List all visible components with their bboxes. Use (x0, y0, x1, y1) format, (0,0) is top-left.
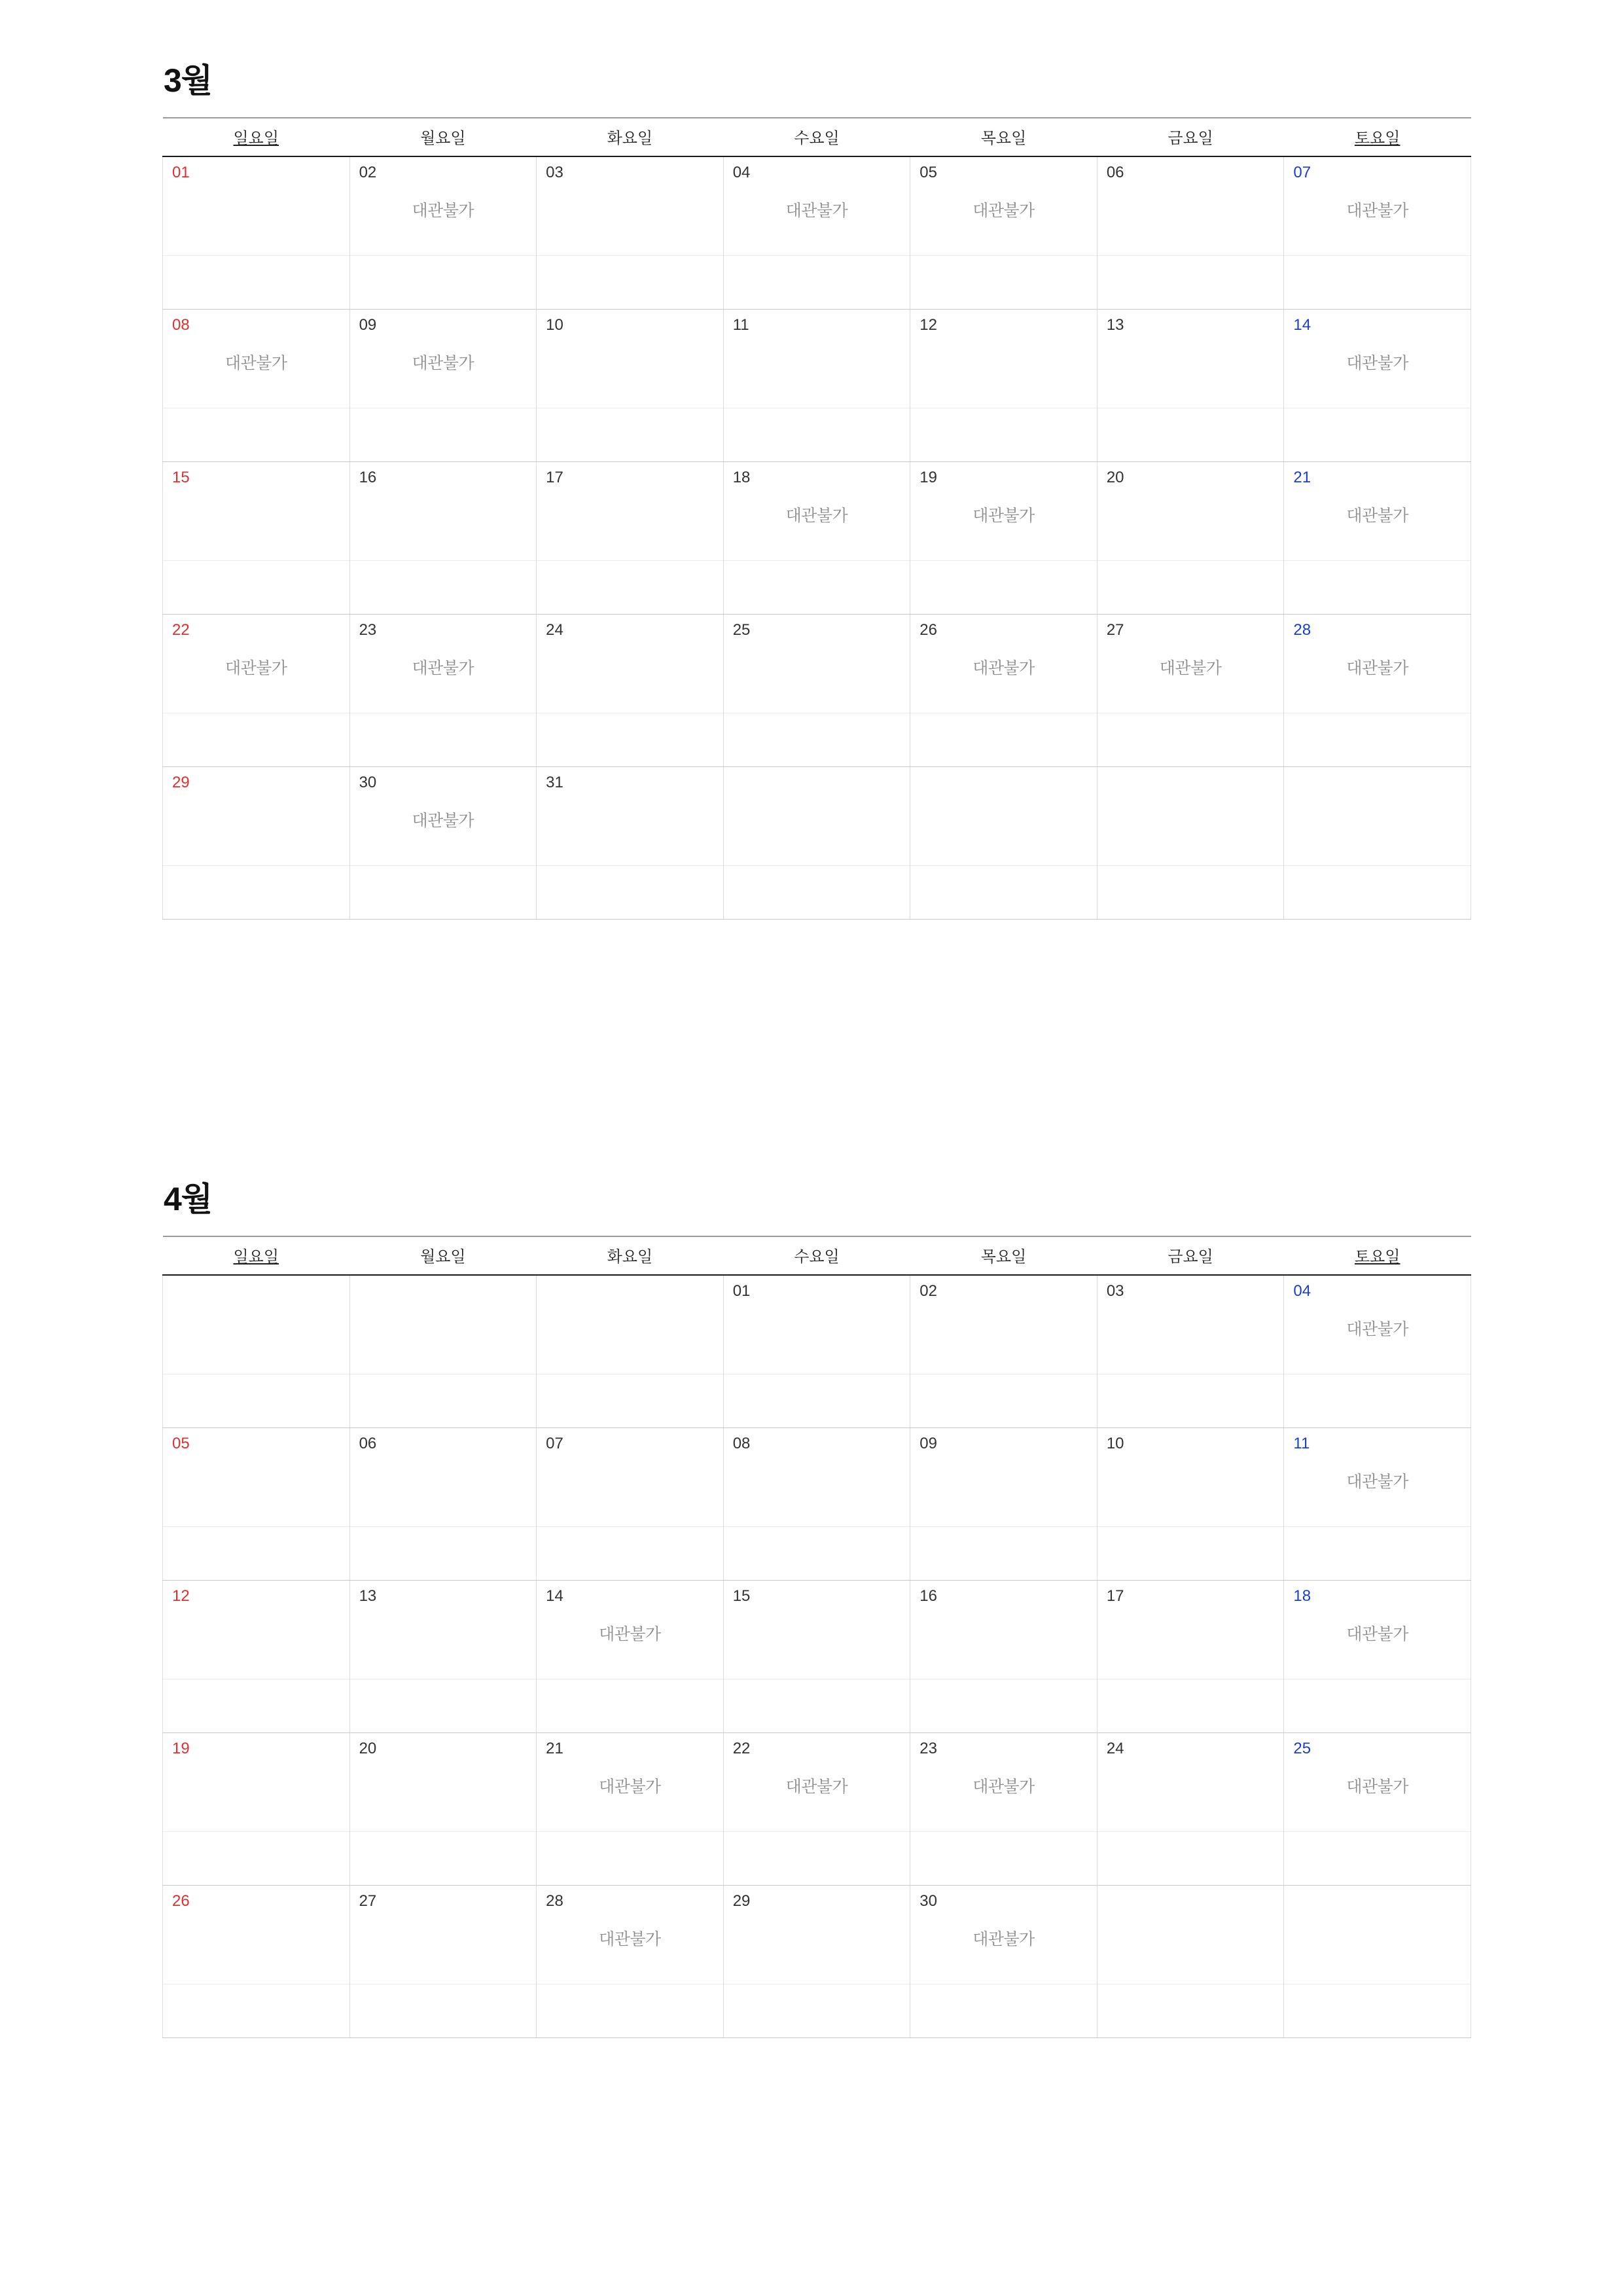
unavailable-note: 대관불가 (785, 1778, 848, 1796)
cell-divider (1284, 255, 1471, 256)
calendar-header-march (163, 118, 1471, 156)
calendar-day-cell[interactable] (349, 767, 537, 920)
day-number: 15 (172, 469, 190, 486)
day-number: 18 (732, 469, 751, 486)
calendar-day-cell[interactable] (537, 767, 724, 920)
unavailable-note: 대관불가 (785, 202, 848, 220)
calendar-day-cell[interactable] (723, 615, 910, 767)
day-number: 18 (1293, 1587, 1311, 1605)
weekday-header-label: 화요일 (607, 1248, 653, 1266)
calendar-day-cell[interactable] (349, 1886, 537, 2038)
day-number: 07 (546, 1435, 563, 1452)
day-number: 10 (1106, 1435, 1124, 1452)
calendar-day-cell[interactable] (910, 156, 1097, 310)
calendar-week-row (163, 156, 1471, 310)
day-number: 24 (1106, 1740, 1124, 1757)
calendar-day-cell[interactable] (723, 1581, 910, 1733)
cell-divider (1097, 865, 1284, 866)
unavailable-note: 대관불가 (972, 1930, 1035, 1948)
weekday-header-label: 수요일 (794, 1248, 840, 1266)
day-number: 03 (546, 164, 563, 181)
calendar-week-row (163, 767, 1471, 920)
cell-divider (163, 255, 349, 256)
calendar-day-cell[interactable] (910, 1886, 1097, 2038)
day-number: 04 (1293, 1282, 1311, 1300)
calendar-table-april (162, 1236, 1471, 2038)
day-number: 25 (1293, 1740, 1311, 1757)
calendar-day-cell[interactable] (163, 1428, 350, 1581)
unavailable-note: 대관불가 (599, 1625, 661, 1643)
day-number: 28 (1293, 621, 1311, 639)
unavailable-note: 대관불가 (785, 507, 848, 525)
calendar-day-cell[interactable] (349, 1733, 537, 1886)
unavailable-note: 대관불가 (224, 354, 287, 372)
day-number: 09 (359, 316, 377, 334)
cell-divider (1284, 560, 1471, 561)
day-number: 03 (1106, 1282, 1124, 1300)
calendar-day-cell[interactable] (1284, 615, 1471, 767)
cell-divider (1097, 1526, 1284, 1527)
calendar-day-cell[interactable] (1284, 310, 1471, 462)
calendar-empty-cell (1097, 767, 1284, 920)
day-number: 12 (919, 316, 937, 334)
weekday-header-weekday-3 (723, 118, 910, 156)
day-number: 17 (1106, 1587, 1124, 1605)
calendar-day-cell[interactable] (1097, 156, 1284, 310)
day-number: 16 (359, 469, 377, 486)
day-number: 01 (732, 1282, 751, 1300)
weekday-header-weekday-2 (537, 118, 724, 156)
calendar-day-cell[interactable] (723, 462, 910, 615)
calendar-day-cell[interactable] (1284, 1581, 1471, 1733)
calendar-day-cell[interactable] (910, 310, 1097, 462)
calendar-day-cell[interactable] (163, 1581, 350, 1733)
day-number: 06 (1106, 164, 1124, 181)
day-number: 22 (172, 621, 190, 639)
day-number: 25 (732, 621, 751, 639)
unavailable-note: 대관불가 (224, 659, 287, 677)
cell-divider (1284, 865, 1471, 866)
calendar-body-march (163, 156, 1471, 920)
cell-divider (724, 865, 910, 866)
day-number: 08 (172, 316, 190, 334)
calendar-day-cell[interactable] (163, 462, 350, 615)
cell-divider (537, 255, 723, 256)
calendar-day-cell[interactable] (910, 462, 1097, 615)
calendar-day-cell[interactable] (163, 310, 350, 462)
day-number: 31 (546, 774, 563, 791)
unavailable-note: 대관불가 (1346, 1320, 1408, 1338)
weekday-header-label: 월요일 (420, 1248, 466, 1266)
calendar-empty-cell (723, 767, 910, 920)
calendar-day-cell[interactable] (1097, 615, 1284, 767)
weekday-header-weekday-4 (910, 1236, 1097, 1275)
calendar-day-cell[interactable] (349, 1428, 537, 1581)
calendar-day-cell[interactable] (163, 1886, 350, 2038)
unavailable-note: 대관불가 (1346, 507, 1408, 525)
cell-divider (910, 560, 1097, 561)
day-number: 26 (919, 621, 937, 639)
weekday-header-sun-0 (163, 1236, 350, 1275)
cell-divider (537, 865, 723, 866)
cell-divider (537, 560, 723, 561)
day-number: 04 (732, 164, 751, 181)
calendar-day-cell[interactable] (163, 1733, 350, 1886)
day-number: 20 (1106, 469, 1124, 486)
calendar-day-cell[interactable] (163, 156, 350, 310)
cell-divider (537, 1831, 723, 1832)
calendar-day-cell[interactable] (1284, 156, 1471, 310)
weekday-header-weekday-5 (1097, 1236, 1284, 1275)
weekday-header-label: 토요일 (1354, 130, 1400, 147)
calendar-day-cell[interactable] (537, 1428, 724, 1581)
calendar-day-cell[interactable] (537, 1733, 724, 1886)
day-number: 22 (732, 1740, 751, 1757)
calendar-week-row (163, 1275, 1471, 1428)
calendar-day-cell[interactable] (1284, 462, 1471, 615)
calendar-header-april (163, 1236, 1471, 1275)
calendar-day-cell[interactable] (1097, 310, 1284, 462)
weekday-header-label: 월요일 (420, 130, 466, 147)
weekday-header-label: 일요일 (233, 130, 279, 147)
calendar-day-cell[interactable] (537, 1581, 724, 1733)
day-number: 13 (359, 1587, 377, 1605)
cell-divider (537, 1526, 723, 1527)
day-number: 15 (732, 1587, 751, 1605)
weekday-header-row (163, 118, 1471, 156)
day-number: 12 (172, 1587, 190, 1605)
unavailable-note: 대관불가 (1346, 1473, 1408, 1491)
calendar-empty-cell (1097, 1886, 1284, 2038)
day-number: 14 (1293, 316, 1311, 334)
unavailable-note: 대관불가 (412, 812, 474, 830)
calendar-empty-cell (163, 1275, 350, 1428)
calendar-week-row (163, 310, 1471, 462)
day-number: 09 (919, 1435, 937, 1452)
cell-divider (724, 255, 910, 256)
calendar-week-row (163, 1428, 1471, 1581)
calendar-day-cell[interactable] (349, 1581, 537, 1733)
day-number: 23 (919, 1740, 937, 1757)
unavailable-note: 대관불가 (1346, 202, 1408, 220)
unavailable-note: 대관불가 (1346, 659, 1408, 677)
weekday-header-sat-6 (1284, 1236, 1471, 1275)
day-number: 27 (1106, 621, 1124, 639)
calendar-body-april (163, 1275, 1471, 2038)
calendar-week-row (163, 1733, 1471, 1886)
weekday-header-label: 화요일 (607, 130, 653, 147)
day-number: 14 (546, 1587, 563, 1605)
weekday-header-label: 금요일 (1168, 1248, 1213, 1266)
calendar-day-cell[interactable] (723, 310, 910, 462)
weekday-header-label: 수요일 (794, 130, 840, 147)
cell-divider (163, 1831, 349, 1832)
day-number: 06 (359, 1435, 377, 1452)
cell-divider (163, 560, 349, 561)
calendar-day-cell[interactable] (1097, 462, 1284, 615)
unavailable-note: 대관불가 (412, 354, 474, 372)
cell-divider (350, 560, 537, 561)
calendar-empty-cell (1284, 1886, 1471, 2038)
calendar-day-cell[interactable] (537, 462, 724, 615)
calendar-day-cell[interactable] (1097, 1428, 1284, 1581)
unavailable-note: 대관불가 (599, 1930, 661, 1948)
unavailable-note: 대관불가 (972, 659, 1035, 677)
weekday-header-sun-0 (163, 118, 350, 156)
day-number: 29 (172, 774, 190, 791)
weekday-header-label: 목요일 (980, 1248, 1027, 1266)
day-number: 11 (1293, 1435, 1310, 1452)
calendar-day-cell[interactable] (723, 1733, 910, 1886)
weekday-header-sat-6 (1284, 118, 1471, 156)
weekday-header-label: 목요일 (980, 130, 1027, 147)
day-number: 08 (732, 1435, 751, 1452)
cell-divider (910, 1831, 1097, 1832)
calendar-day-cell[interactable] (910, 615, 1097, 767)
weekday-header-weekday-1 (349, 118, 537, 156)
day-number: 16 (919, 1587, 937, 1605)
unavailable-note: 대관불가 (412, 202, 474, 220)
calendar-day-cell[interactable] (1097, 1275, 1284, 1428)
cell-divider (1097, 255, 1284, 256)
weekday-header-weekday-2 (537, 1236, 724, 1275)
day-number: 21 (1293, 469, 1311, 486)
cell-divider (350, 865, 537, 866)
calendar-empty-cell (1284, 767, 1471, 920)
day-number: 02 (359, 164, 377, 181)
day-number: 19 (919, 469, 937, 486)
unavailable-note: 대관불가 (972, 1778, 1035, 1796)
unavailable-note: 대관불가 (1346, 1778, 1408, 1796)
calendar-day-cell[interactable] (537, 1886, 724, 2038)
weekday-header-weekday-4 (910, 118, 1097, 156)
cell-divider (1284, 1526, 1471, 1527)
cell-divider (350, 1526, 537, 1527)
calendar-empty-cell (349, 1275, 537, 1428)
calendar-day-cell[interactable] (537, 615, 724, 767)
unavailable-note: 대관불가 (1159, 659, 1222, 677)
day-number: 30 (359, 774, 377, 791)
day-number: 28 (546, 1892, 563, 1910)
cell-divider (910, 255, 1097, 256)
calendar-day-cell[interactable] (537, 310, 724, 462)
calendar-day-cell[interactable] (163, 615, 350, 767)
calendar-day-cell[interactable] (910, 1733, 1097, 1886)
day-number: 10 (546, 316, 563, 334)
cell-divider (1097, 1831, 1284, 1832)
weekday-header-label: 일요일 (233, 1248, 279, 1266)
month-block-april (162, 1181, 1471, 2038)
calendar-week-row (163, 1581, 1471, 1733)
unavailable-note: 대관불가 (1346, 354, 1408, 372)
cell-divider (724, 1526, 910, 1527)
calendar-week-row (163, 1886, 1471, 2038)
weekday-header-label: 금요일 (1168, 130, 1213, 147)
day-number: 27 (359, 1892, 377, 1910)
day-number: 21 (546, 1740, 563, 1757)
calendar-day-cell[interactable] (723, 1428, 910, 1581)
day-number: 05 (172, 1435, 190, 1452)
cell-divider (1097, 560, 1284, 561)
calendar-day-cell[interactable] (349, 156, 537, 310)
day-number: 23 (359, 621, 377, 639)
unavailable-note: 대관불가 (412, 659, 474, 677)
calendar-day-cell[interactable] (1097, 1733, 1284, 1886)
cell-divider (910, 1526, 1097, 1527)
calendar-day-cell[interactable] (723, 1886, 910, 2038)
month-block-march (162, 63, 1471, 920)
calendar-day-cell[interactable] (1284, 1428, 1471, 1581)
unavailable-note: 대관불가 (1346, 1625, 1408, 1643)
calendar-day-cell[interactable] (1097, 1581, 1284, 1733)
calendar-empty-cell (910, 767, 1097, 920)
day-number: 24 (546, 621, 563, 639)
cell-divider (1284, 1831, 1471, 1832)
day-number: 26 (172, 1892, 190, 1910)
calendar-day-cell[interactable] (1284, 1733, 1471, 1886)
calendar-day-cell[interactable] (910, 1428, 1097, 1581)
calendar-day-cell[interactable] (1284, 1275, 1471, 1428)
day-number: 01 (172, 164, 190, 181)
day-number: 05 (919, 164, 937, 181)
calendar-day-cell[interactable] (163, 767, 350, 920)
weekday-header-row (163, 1236, 1471, 1275)
day-number: 30 (919, 1892, 937, 1910)
weekday-header-weekday-1 (349, 1236, 537, 1275)
calendar-day-cell[interactable] (910, 1581, 1097, 1733)
cell-divider (724, 1831, 910, 1832)
calendar-empty-cell (537, 1275, 724, 1428)
calendar-day-cell[interactable] (349, 615, 537, 767)
unavailable-note: 대관불가 (972, 507, 1035, 525)
calendar-table-march (162, 117, 1471, 920)
cell-divider (724, 560, 910, 561)
calendar-day-cell[interactable] (537, 156, 724, 310)
cell-divider (910, 865, 1097, 866)
month-title: 3월 (164, 62, 213, 99)
cell-divider (163, 865, 349, 866)
calendar-day-cell[interactable] (349, 310, 537, 462)
month-title: 4월 (164, 1181, 213, 1217)
calendar-week-row (163, 462, 1471, 615)
day-number: 29 (732, 1892, 751, 1910)
day-number: 13 (1106, 316, 1124, 334)
weekday-header-weekday-5 (1097, 118, 1284, 156)
day-number: 20 (359, 1740, 377, 1757)
day-number: 07 (1293, 164, 1311, 181)
weekday-header-weekday-3 (723, 1236, 910, 1275)
calendar-day-cell[interactable] (349, 462, 537, 615)
cell-divider (350, 255, 537, 256)
unavailable-note: 대관불가 (599, 1778, 661, 1796)
calendar-day-cell[interactable] (910, 1275, 1097, 1428)
calendar-week-row (163, 615, 1471, 767)
calendar-day-cell[interactable] (723, 156, 910, 310)
cell-divider (350, 1831, 537, 1832)
calendar-day-cell[interactable] (723, 1275, 910, 1428)
weekday-header-label: 토요일 (1354, 1248, 1400, 1266)
day-number: 11 (732, 316, 749, 334)
cell-divider (163, 1526, 349, 1527)
unavailable-note: 대관불가 (972, 202, 1035, 220)
day-number: 17 (546, 469, 563, 486)
day-number: 19 (172, 1740, 190, 1757)
day-number: 02 (919, 1282, 937, 1300)
